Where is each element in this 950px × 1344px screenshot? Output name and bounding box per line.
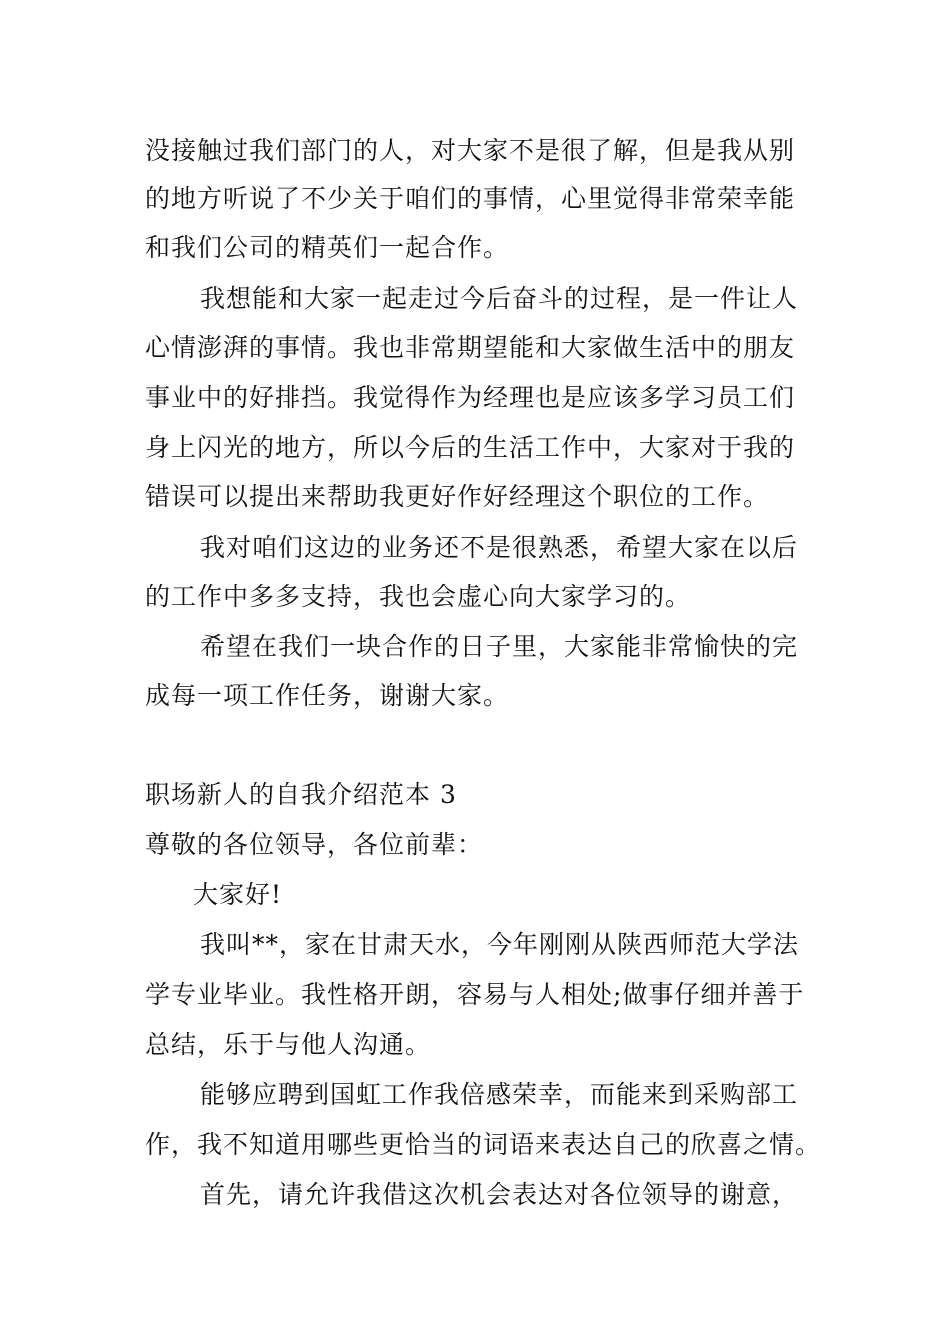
section-heading: 职场新人的自我介绍范本 3 xyxy=(145,780,457,809)
paragraph-line: 我对咱们这边的业务还不是很熟悉，希望大家在以后 xyxy=(200,533,799,562)
paragraph-line: 的工作中多多支持，我也会虚心向大家学习的。 xyxy=(145,582,692,611)
paragraph-line: 学专业毕业。我性格开朗，容易与人相处;做事仔细并善于 xyxy=(145,980,805,1009)
paragraph-line: 我想能和大家一起走过今后奋斗的过程，是一件让人 xyxy=(200,284,799,313)
greeting: 大家好! xyxy=(193,880,283,909)
paragraph-line: 事业中的好排挡。我觉得作为经理也是应该多学习员工们 xyxy=(145,383,796,412)
paragraph-line: 总结，乐于与他人沟通。 xyxy=(145,1030,432,1059)
paragraph-line: 身上闪光的地方，所以今后的生活工作中，大家对于我的 xyxy=(145,433,796,462)
paragraph-line: 首先，请允许我借这次机会表达对各位领导的谢意， xyxy=(200,1180,799,1209)
paragraph-line: 成每一项工作任务，谢谢大家。 xyxy=(145,681,510,710)
paragraph-line: 心情澎湃的事情。我也非常期望能和大家做生活中的朋友 xyxy=(145,333,796,362)
paragraph-line: 错误可以提出来帮助我更好作好经理这个职位的工作。 xyxy=(145,482,770,511)
paragraph-line: 没接触过我们部门的人，对大家不是很了解，但是我从别 xyxy=(145,136,796,165)
paragraph-line: 能够应聘到国虹工作我倍感荣幸，而能来到采购部工 xyxy=(200,1080,799,1109)
paragraph-line: 和我们公司的精英们一起合作。 xyxy=(145,233,510,262)
salutation: 尊敬的各位领导，各位前辈： xyxy=(145,830,484,859)
paragraph-line: 作，我不知道用哪些更恰当的词语来表达自己的欣喜之情。 xyxy=(145,1130,822,1159)
paragraph-line: 希望在我们一块合作的日子里，大家能非常愉快的完 xyxy=(200,632,799,661)
paragraph-line: 我叫**，家在甘肃天水，今年刚刚从陕西师范大学法 xyxy=(200,930,800,959)
paragraph-line: 的地方听说了不少关于咱们的事情，心里觉得非常荣幸能 xyxy=(145,184,796,213)
